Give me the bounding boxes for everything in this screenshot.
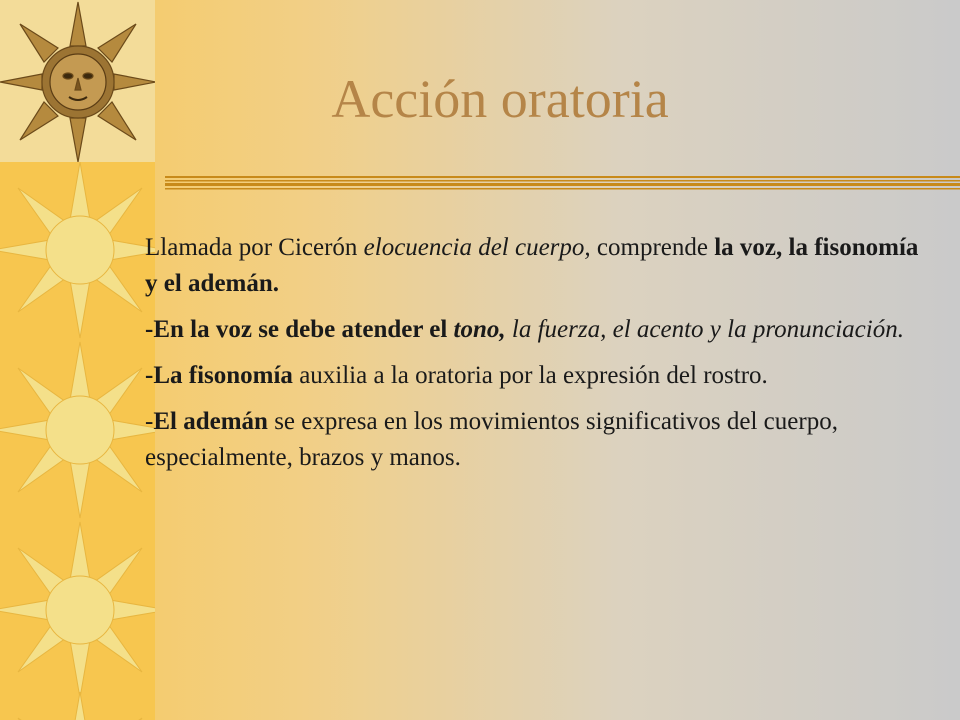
sun-icon [0,160,155,340]
paragraph-3 [145,358,935,394]
text-run-italic: elocuencia del cuerpo, [363,234,591,261]
text-run-bold-italic: tono, [453,316,506,343]
text-run: comprende [590,234,715,261]
text-run-bold: El ademán [153,408,268,435]
paragraph-2 [145,312,935,348]
paragraph-1 [145,230,935,302]
sun-icon [0,520,155,700]
sun-icon [0,340,155,520]
text-run-bold: -La fisonomía [145,362,293,389]
sun-face-logo [0,0,155,162]
slide-body [145,230,935,486]
text-run: - [145,408,154,435]
sun-face-icon [0,0,155,162]
text-run-bold: -En la voz se debe atender el [145,316,454,343]
text-run: Llamada por Cicerón [145,234,364,261]
paragraph-4 [145,404,935,476]
text-run: se expresa en los movimientos significativos del cuerpo, especialmente, brazos y manos. [145,408,838,471]
text-run-italic: la fuerza, el acento y la pronunciación. [505,316,904,343]
title-divider [165,174,960,192]
text-run: auxilia a la oratoria por la expresión del rostro. [292,362,768,389]
text-run-bold: la voz, la fisonomía y el ademán. [145,234,919,297]
slide-title: Acción oratoria [331,69,669,129]
sun-icon [0,690,155,720]
